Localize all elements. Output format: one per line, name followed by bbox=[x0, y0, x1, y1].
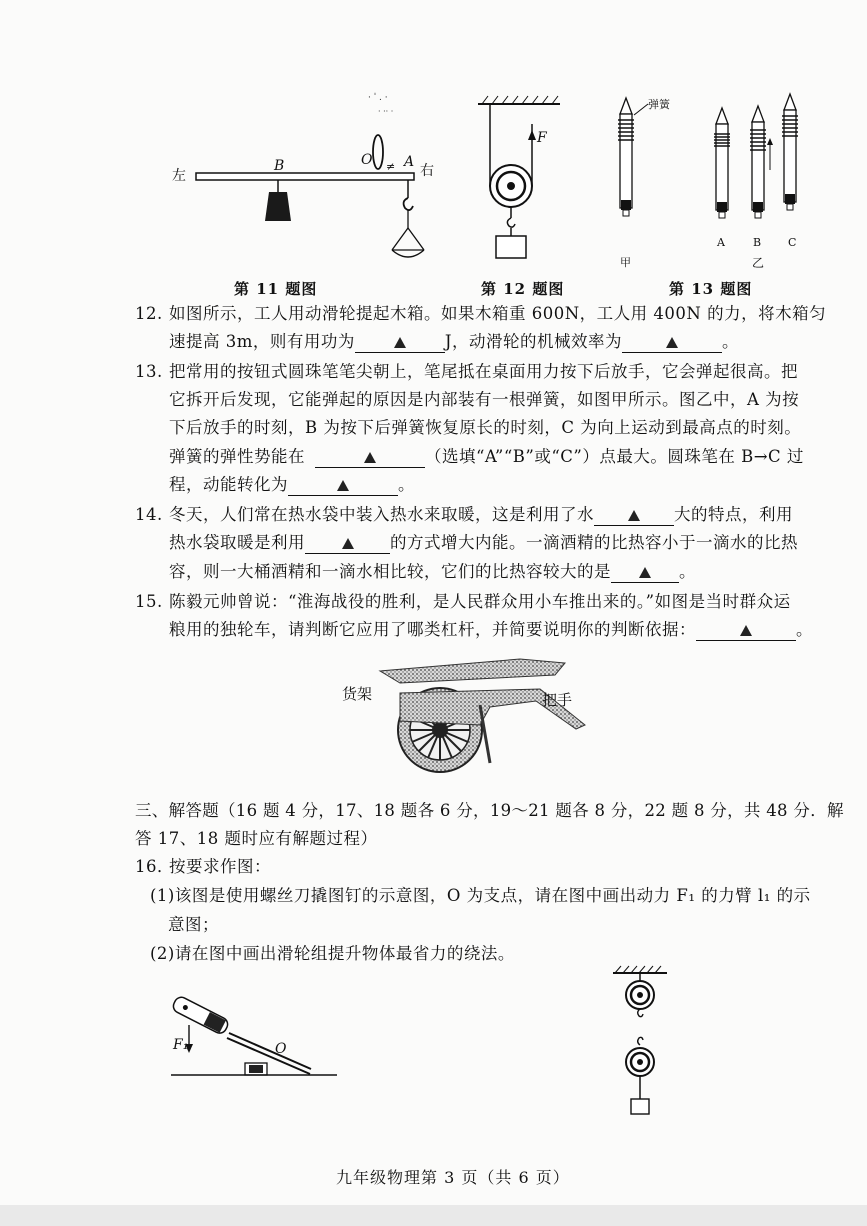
figure-11-lever bbox=[168, 80, 448, 280]
q16-part2-line bbox=[150, 940, 515, 968]
answer-triangle-icon bbox=[628, 510, 640, 521]
q14-text-2a: 热水袋取暖是利用 bbox=[169, 533, 305, 552]
q13-blank-max-point[interactable] bbox=[315, 447, 425, 468]
answer-triangle-icon bbox=[394, 337, 406, 348]
q13-text-2: 它拆开后发现，它能弹起的原因是内部装有一根弹簧，如图甲所示。图乙中，A 为按 bbox=[169, 390, 800, 409]
figure-13-caption: 第 13 题图 bbox=[669, 280, 753, 298]
q12-line1 bbox=[135, 300, 826, 328]
q16-title: 按要求作图： bbox=[169, 857, 271, 876]
pen-diagram bbox=[598, 90, 808, 270]
pen-A bbox=[714, 108, 730, 218]
q15-text-1: 陈毅元帅曾说：“淮海战役的胜利，是人民群众用小车推出来的。”如图是当时群众运 bbox=[169, 592, 791, 611]
q13-line4 bbox=[169, 443, 804, 471]
pen-B bbox=[750, 106, 773, 218]
q14-number: 14. bbox=[135, 505, 163, 524]
lever-right-label: 右 bbox=[420, 163, 434, 179]
lever-diagram bbox=[168, 80, 448, 280]
scan-bottom-edge bbox=[0, 1205, 867, 1226]
q13-text-1: 把常用的按钮式圆珠笔笔尖朝上，笔尾抵在桌面用力按下后放手，它会弹起很高。把 bbox=[169, 362, 798, 381]
handle-label: 把手 bbox=[542, 691, 573, 709]
answer-triangle-icon bbox=[342, 538, 354, 549]
pen-label-C: C bbox=[788, 236, 797, 249]
q15-number: 15. bbox=[135, 592, 163, 611]
q13-number: 13. bbox=[135, 362, 163, 381]
lever-point-A: A bbox=[404, 154, 415, 170]
figure-13-pens bbox=[598, 90, 808, 270]
q16-part1-line2 bbox=[168, 911, 219, 939]
pen-C bbox=[782, 94, 798, 210]
q13-blank-energy[interactable] bbox=[288, 475, 398, 496]
q15-line1 bbox=[135, 588, 791, 616]
q12-blank-efficiency[interactable] bbox=[622, 332, 722, 353]
q12-text-2a: 速提高 3m，则有用功为 bbox=[169, 332, 355, 351]
q14-line2 bbox=[169, 529, 798, 557]
q14-blank-property[interactable] bbox=[594, 505, 674, 526]
q12-text-2c: 。 bbox=[722, 332, 740, 351]
cargo-rack-label: 货架 bbox=[342, 685, 373, 703]
q13-line2 bbox=[169, 386, 799, 414]
q16-part2-text: (2)请在图中画出滑轮组提升物体最省力的绕法。 bbox=[150, 944, 515, 963]
figure-12-caption: 第 12 题图 bbox=[481, 280, 565, 298]
q13-text-5b: 。 bbox=[398, 475, 415, 494]
q14-text-1a: 冬天，人们常在热水袋中装入热水来取暖，这是利用了水 bbox=[169, 505, 594, 524]
answer-triangle-icon bbox=[740, 625, 752, 636]
answer-triangle-icon bbox=[364, 452, 376, 463]
figure-11-caption: 第 11 题图 bbox=[234, 280, 318, 298]
pen-jia bbox=[618, 98, 648, 216]
lever-point-O: O bbox=[361, 152, 373, 168]
q14-blank-larger[interactable] bbox=[611, 562, 679, 583]
q13-text-4b: （选填“A”“B”或“C”）点最大。圆珠笔在 B→C 过 bbox=[425, 447, 804, 466]
wheelbarrow-image bbox=[340, 645, 590, 780]
q12-blank-useful-work[interactable] bbox=[355, 332, 445, 353]
q12-text-2b: J，动滑轮的机械效率为 bbox=[444, 332, 623, 351]
pulley-force-label: F bbox=[537, 130, 547, 146]
q16-part1-text-a: (1)该图是使用螺丝刀撬图钉的示意图，O 为支点，请在图中画出动力 F₁ 的力臂 l₁ 的示 bbox=[150, 886, 811, 905]
q12-line2 bbox=[169, 328, 739, 356]
q12-number: 12. bbox=[135, 304, 163, 323]
q16-line-title bbox=[135, 853, 271, 881]
answer-triangle-icon bbox=[666, 337, 678, 348]
q14-text-3a: 容，则一大桶酒精和一滴水相比较，它们的比热容较大的是 bbox=[169, 562, 611, 581]
q14-line3 bbox=[169, 558, 696, 586]
figure-15-wheelbarrow bbox=[340, 645, 590, 780]
lever-point-B: B bbox=[274, 158, 285, 174]
q16-part1-text-b: 意图； bbox=[168, 915, 219, 934]
figure-16-screwdriver bbox=[165, 995, 345, 1080]
q15-blank-lever-type[interactable] bbox=[696, 620, 796, 641]
q13-line3 bbox=[169, 414, 801, 442]
q15-line2 bbox=[169, 616, 813, 644]
screwdriver-force-label: F₁ bbox=[173, 1037, 189, 1053]
q13-text-3: 下后放手的时刻，B 为按下后弹簧恢复原长的时刻，C 为向上运动到最高点的时刻。 bbox=[169, 418, 802, 437]
jia-label: 甲 bbox=[620, 256, 631, 269]
q13-text-4a: 弹簧的弹性势能在 bbox=[169, 447, 305, 466]
answer-triangle-icon bbox=[639, 567, 651, 578]
answer-triangle-icon bbox=[337, 480, 349, 491]
q12-text-1: 如图所示，工人用动滑轮提起木箱。如果木箱重 600N，工人用 400N 的力，将木箱匀 bbox=[169, 304, 827, 323]
yi-label: 乙 bbox=[752, 256, 765, 270]
svg-text:≠: ≠ bbox=[386, 160, 396, 173]
spring-label: 弹簧 bbox=[648, 98, 670, 111]
section3-text-2: 答 17、18 题时应有解题过程） bbox=[135, 829, 378, 848]
q13-line1 bbox=[135, 358, 798, 386]
q14-text-1b: 大的特点，利用 bbox=[674, 505, 793, 524]
screwdriver-pivot-label: O bbox=[275, 1041, 287, 1057]
figure-16-pulley-block bbox=[605, 965, 675, 1120]
screwdriver-diagram bbox=[165, 995, 345, 1080]
q14-line1 bbox=[135, 501, 793, 529]
q13-text-5a: 程，动能转化为 bbox=[169, 475, 288, 494]
pen-label-A: A bbox=[717, 236, 725, 249]
q14-text-2b: 的方式增大内能。一滴酒精的比热容小于一滴水的比热 bbox=[390, 533, 798, 552]
section3-text-1: 三、解答题（16 题 4 分，17、18 题各 6 分，19～21 题各 8 分，22 题 8 分，共 48 分．解 bbox=[135, 801, 844, 820]
pulley-diagram bbox=[474, 94, 564, 269]
q14-text-3b: 。 bbox=[679, 562, 696, 581]
svg-text:· ·· ·: · ·· · bbox=[378, 107, 394, 116]
lever-left-label: 左 bbox=[172, 168, 186, 184]
page-footer: 九年级物理第 3 页（共 6 页） bbox=[336, 1168, 570, 1187]
section3-line2 bbox=[135, 825, 377, 853]
q14-blank-method[interactable] bbox=[305, 533, 390, 554]
section3-line1 bbox=[135, 797, 844, 825]
pen-label-B: B bbox=[753, 236, 762, 249]
svg-text:· ˈ . ·: · ˈ . · bbox=[368, 93, 388, 103]
q16-part1-line1 bbox=[150, 882, 811, 910]
q15-text-2a: 粮用的独轮车，请判断它应用了哪类杠杆，并简要说明你的判断依据： bbox=[169, 620, 696, 639]
q13-line5 bbox=[169, 471, 415, 499]
pulley-block-diagram bbox=[605, 965, 675, 1120]
q15-text-2b: 。 bbox=[796, 620, 813, 639]
q16-number: 16． bbox=[135, 857, 174, 876]
figure-12-pulley bbox=[474, 94, 564, 269]
